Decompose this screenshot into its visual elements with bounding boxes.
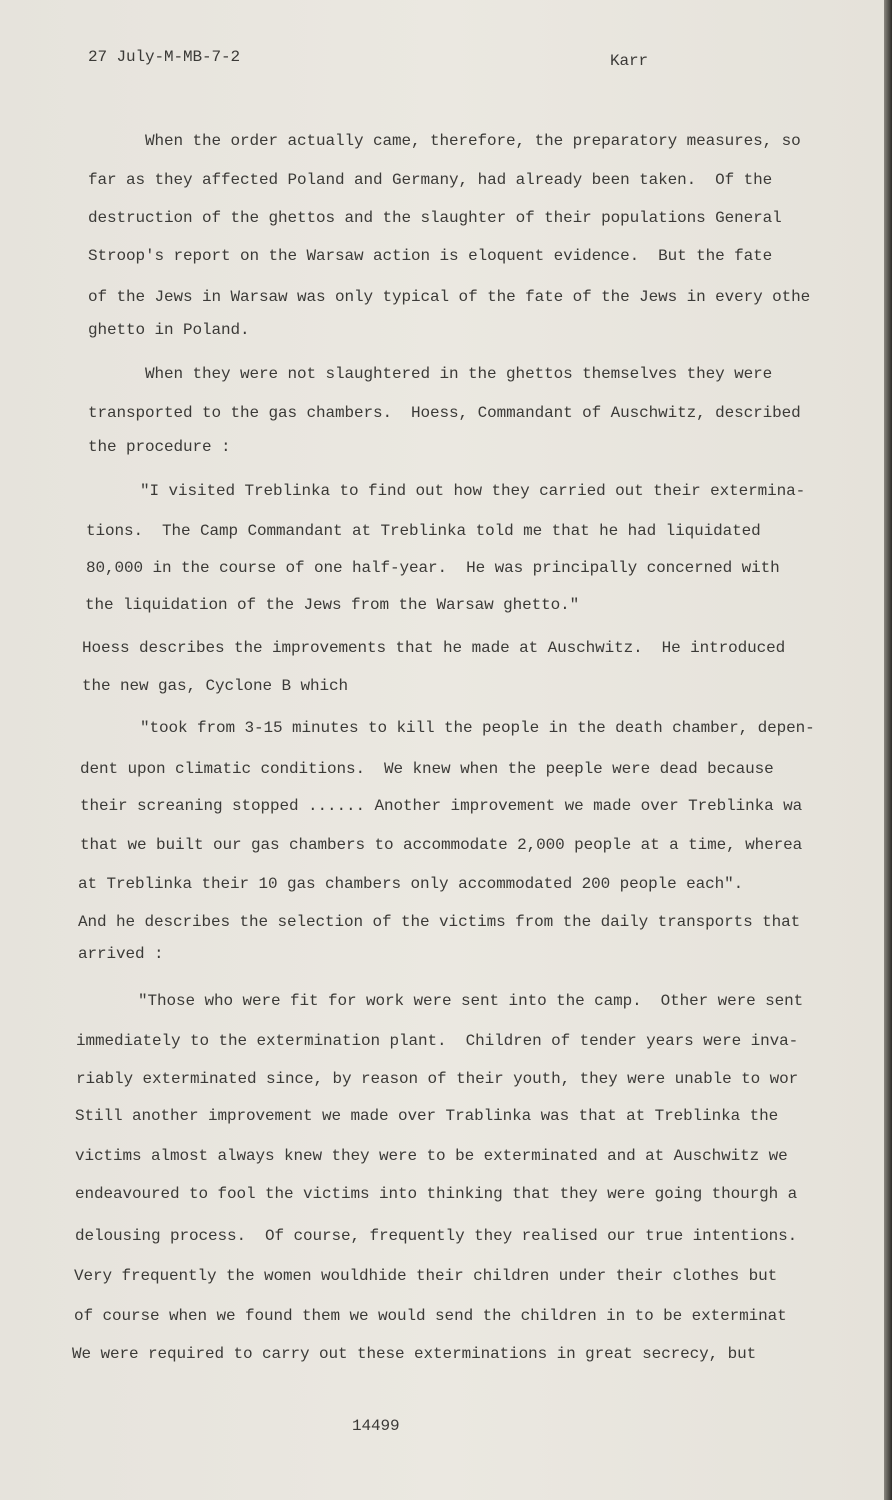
text-line: endeavoured to fool the victims into thinking that they were going thourgh a <box>75 1185 798 1203</box>
text-line: of the Jews in Warsaw was only typical of the fate of the Jews in every othe <box>88 288 811 306</box>
text-line: "I visited Treblinka to find out how they carried out their extermina- <box>140 482 806 500</box>
text-line: of course when we found them we would send the children in to be exterminat <box>74 1307 787 1325</box>
text-line: When they were not slaughtered in the ghettos themselves they were <box>145 365 773 383</box>
text-line: immediately to the extermination plant. Children of tender years were inva- <box>76 1032 799 1050</box>
text-line: ghetto in Poland. <box>88 321 250 339</box>
text-line: the procedure : <box>88 438 231 456</box>
text-line: the liquidation of the Jews from the Warsaw ghetto." <box>85 596 580 614</box>
text-line: destruction of the ghettos and the slaughter of their populations General <box>88 209 782 227</box>
document-reference: 27 July-M-MB-7-2 <box>88 48 241 66</box>
text-line: And he describes the selection of the victims from the daily transports that <box>78 913 801 931</box>
text-line: When the order actually came, therefore, the preparatory measures, so <box>145 132 801 150</box>
text-line: the new gas, Cyclone B which <box>82 677 349 695</box>
text-line: delousing process. Of course, frequently they realised our true intentions. <box>75 1227 798 1245</box>
text-line: tions. The Camp Commandant at Treblinka told me that he had liquidated <box>86 522 761 540</box>
text-line: at Treblinka their 10 gas chambers only accommodated 200 people each". <box>78 875 744 893</box>
page-number: 14499 <box>352 1417 400 1435</box>
text-line: far as they affected Poland and Germany, had already been taken. Of the <box>88 171 773 189</box>
text-line: arrived : <box>78 945 164 963</box>
text-line: transported to the gas chambers. Hoess, Commandant of Auschwitz, described <box>88 404 801 422</box>
text-line: Stroop's report on the Warsaw action is eloquent evidence. But the fate <box>88 247 773 265</box>
text-line: "took from 3-15 minutes to kill the people in the death chamber, depen- <box>140 719 815 737</box>
text-line: "Those who were fit for work were sent into the camp. Other were sent <box>138 992 804 1010</box>
page-edge <box>884 0 892 1500</box>
speaker-name: Karr <box>610 52 649 70</box>
text-line: dent upon climatic conditions. We knew when the peeple were dead because <box>80 760 774 778</box>
text-line: 80,000 in the course of one half-year. He was principally concerned with <box>86 559 780 577</box>
text-line: their screaning stopped ...... Another improvement we made over Treblinka wa <box>80 797 803 815</box>
text-line: riably exterminated since, by reason of their youth, they were unable to wor <box>76 1070 799 1088</box>
text-line: that we built our gas chambers to accommodate 2,000 people at a time, wherea <box>80 836 803 854</box>
text-line: Hoess describes the improvements that he made at Auschwitz. He introduced <box>82 639 786 657</box>
text-line: We were required to carry out these exterminations in great secrecy, but <box>72 1345 757 1363</box>
text-line: Still another improvement we made over Trablinka was that at Treblinka the <box>75 1107 779 1125</box>
text-line: Very frequently the women wouldhide their children under their clothes but <box>74 1267 778 1285</box>
text-line: victims almost always knew they were to be exterminated and at Auschwitz we <box>75 1147 788 1165</box>
